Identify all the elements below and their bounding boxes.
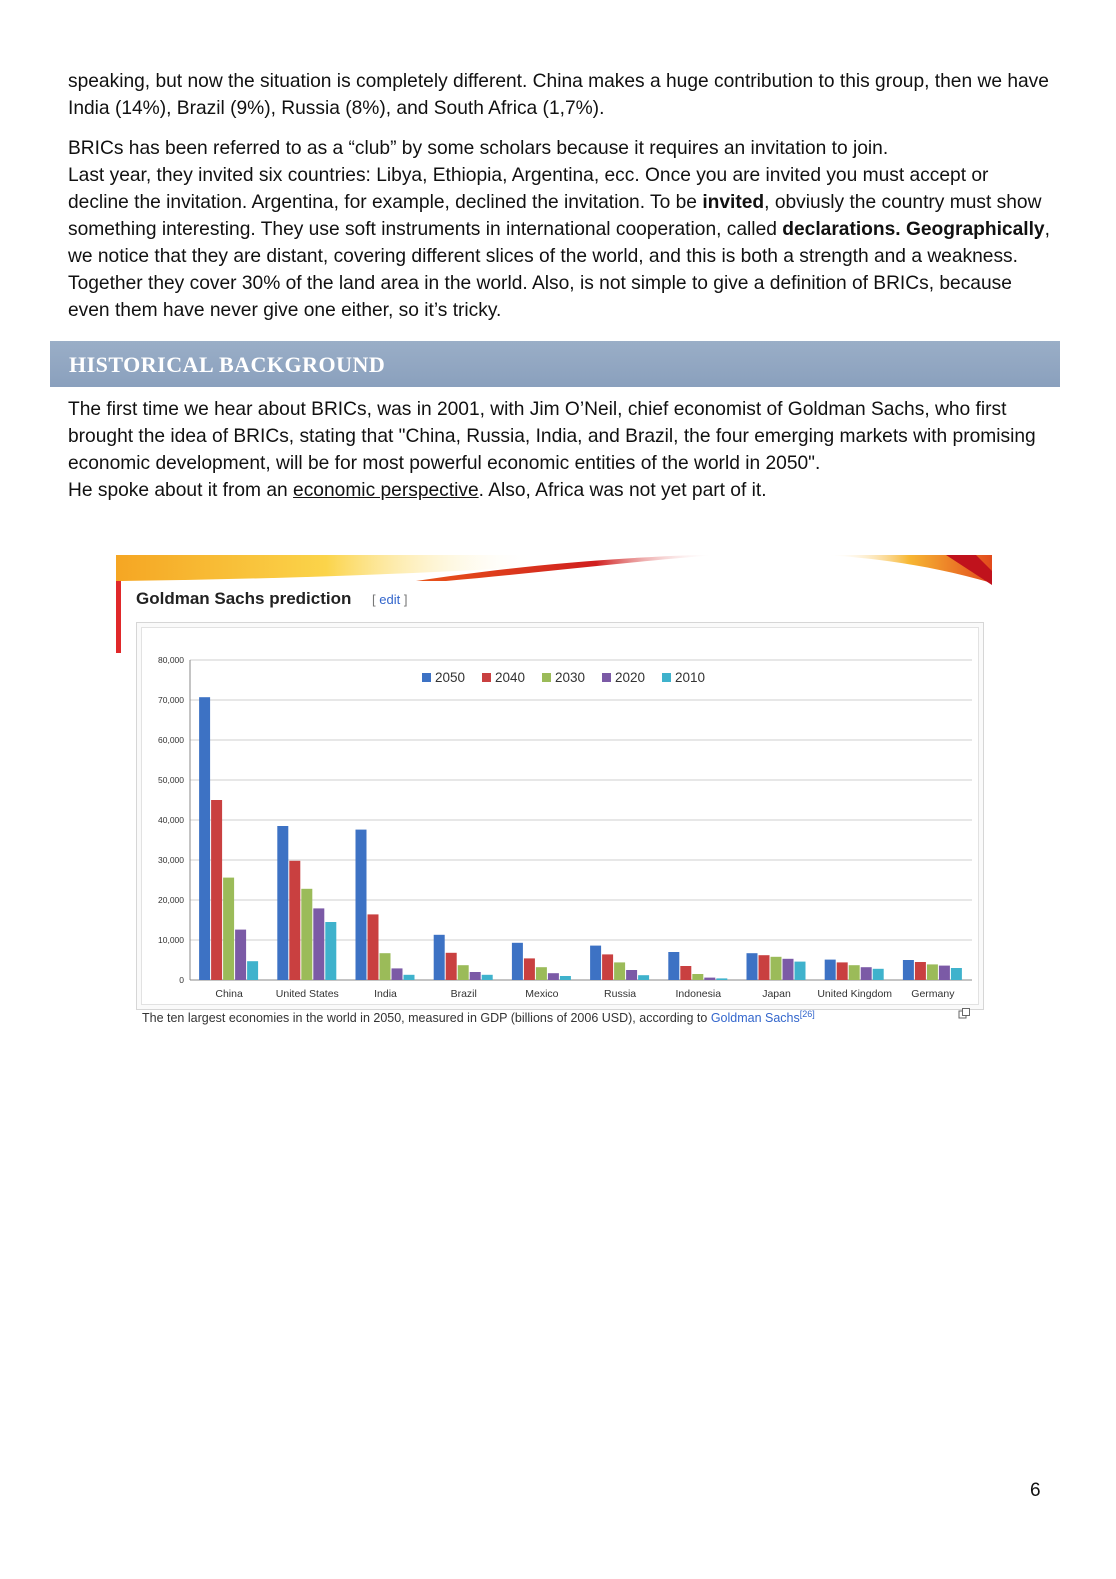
- legend-label-2010: 2010: [675, 670, 706, 685]
- bar-2040-russia: [602, 954, 613, 980]
- bar-2040-brazil: [446, 953, 457, 980]
- bar-2020-japan: [783, 959, 794, 980]
- paragraph-text: The first time we hear about BRICs, was in 2001, with Jim O’Neil, chief economist of Goldman Sachs, who first brought the idea of BRICs, stating that "China, Russia, India, and Brazil, the four emerging markets with promising economic development, will be for most powerful economic entities of the world in 2050".: [68, 399, 1036, 474]
- y-tick-label: 10,000: [158, 935, 184, 945]
- y-tick-label: 50,000: [158, 775, 184, 785]
- legend-label-2020: 2020: [615, 670, 646, 685]
- legend-swatch-2010: [662, 673, 671, 682]
- bar-2030-united-kingdom: [849, 965, 860, 980]
- bar-2010-mexico: [560, 976, 571, 980]
- legend-label-2030: 2030: [555, 670, 586, 685]
- bar-2040-united-kingdom: [837, 962, 848, 980]
- figure-title: Goldman Sachs prediction: [136, 589, 352, 608]
- y-tick-label: 40,000: [158, 815, 184, 825]
- x-tick-label: United States: [275, 988, 339, 1000]
- bar-2030-china: [223, 878, 234, 980]
- edit-bracket: [: [372, 592, 376, 607]
- bar-2010-united-kingdom: [873, 969, 884, 980]
- bar-2010-japan: [795, 962, 806, 980]
- bar-2020-india: [392, 968, 403, 980]
- bar-2040-mexico: [524, 958, 535, 980]
- y-tick-label: 30,000: [158, 855, 184, 865]
- bar-2040-indonesia: [680, 966, 691, 980]
- bar-2020-mexico: [548, 973, 559, 980]
- bar-2020-germany: [939, 966, 950, 980]
- caption-link[interactable]: Goldman Sachs: [710, 1011, 800, 1026]
- bar-2050-india: [356, 830, 367, 980]
- legend-swatch-2050: [422, 673, 431, 682]
- caption-reference[interactable]: [26]: [799, 1009, 815, 1019]
- bar-2030-india: [380, 953, 391, 980]
- bar-2030-russia: [614, 962, 625, 980]
- x-tick-label: Japan: [762, 988, 791, 1000]
- bold-text: invited: [702, 192, 765, 213]
- chart-figure: [116, 555, 992, 1033]
- y-tick-label: 70,000: [158, 695, 184, 705]
- bar-2040-india: [368, 914, 379, 980]
- bar-2020-indonesia: [704, 978, 715, 980]
- paragraph-intro: [68, 68, 1053, 122]
- legend-label-2050: 2050: [435, 670, 466, 685]
- x-tick-label: India: [374, 988, 397, 1000]
- bold-text: declarations. Geographically: [782, 219, 1045, 240]
- bar-2030-japan: [771, 957, 782, 980]
- paragraph-text: BRICs has been referred to as a “club” by some scholars because it requires an invitation to join.: [68, 138, 889, 159]
- bar-2030-indonesia: [692, 974, 703, 980]
- underlined-text: economic perspective: [293, 480, 479, 501]
- bar-2010-brazil: [482, 975, 493, 980]
- bar-2050-germany: [903, 960, 914, 980]
- bar-2040-japan: [759, 955, 770, 980]
- x-tick-label: Indonesia: [675, 988, 722, 1000]
- bar-2040-united-states: [289, 861, 300, 980]
- y-tick-label: 20,000: [158, 895, 184, 905]
- y-tick-label: 0: [179, 975, 184, 985]
- y-tick-label: 60,000: [158, 735, 184, 745]
- x-tick-label: Brazil: [450, 988, 477, 1000]
- page-number: 6: [1030, 1480, 1041, 1501]
- bar-2030-brazil: [458, 965, 469, 980]
- legend-swatch-2030: [542, 673, 551, 682]
- bar-2020-russia: [626, 970, 637, 980]
- bar-2050-russia: [590, 946, 601, 980]
- legend-swatch-2020: [602, 673, 611, 682]
- x-tick-label: China: [215, 988, 243, 1000]
- legend-label-2040: 2040: [495, 670, 526, 685]
- paragraph-text: . Also, Africa was not yet part of it.: [478, 480, 767, 501]
- bar-2040-china: [211, 800, 222, 980]
- bar-2050-china: [199, 697, 210, 980]
- edit-link[interactable]: [372, 592, 407, 607]
- section-header-bar: [50, 341, 1060, 387]
- bar-2010-india: [404, 975, 415, 980]
- bar-2050-indonesia: [668, 952, 679, 980]
- edit-label: edit: [379, 592, 401, 607]
- edit-bracket: ]: [403, 592, 408, 607]
- bar-2010-indonesia: [716, 978, 727, 980]
- x-tick-label: Germany: [911, 988, 955, 1000]
- y-tick-label: 80,000: [158, 655, 184, 665]
- bar-2050-mexico: [512, 943, 523, 980]
- x-tick-label: United Kingdom: [817, 988, 893, 1000]
- bar-2040-germany: [915, 962, 926, 980]
- bar-2010-united-states: [325, 922, 336, 980]
- paragraph-text: Last year, they invited six countries: Libya, Ethiopia, Argentina, ecc. Once you are invited you must accept or decline the invitation. Argentina, for example, declined the invitation. To be: [68, 165, 989, 213]
- paragraph-history: [68, 396, 1053, 504]
- paragraph-text: speaking, but now the situation is completely different. China makes a huge contribution to this group, then we have India (14%), Brazil (9%), Russia (8%), and South Africa (1,7%).: [68, 71, 1049, 119]
- x-tick-label: Russia: [604, 988, 637, 1000]
- bar-2030-united-states: [301, 889, 312, 980]
- bar-2010-china: [247, 961, 258, 980]
- paragraph-text: He spoke about it from an: [68, 480, 294, 501]
- bar-2050-united-kingdom: [825, 960, 836, 980]
- gdp-bar-chart: [142, 628, 978, 1004]
- paragraph-text: , we notice that they are distant, covering different slices of the world, and this is both a strength and a weakness. Together they cover 30% of the land area in the world. Also, is not simple to give a definition of BRICs, because even them have never give one either, so it’s tricky.: [68, 219, 1050, 321]
- chart-frame: [136, 622, 984, 1010]
- section-title: HISTORICAL BACKGROUND: [69, 352, 386, 377]
- caption-text: The ten largest economies in the world in 2050, measured in GDP (billions of 2006 USD), according to: [142, 1011, 711, 1026]
- paragraph-bric-club: [68, 135, 1053, 324]
- bar-2020-brazil: [470, 972, 481, 980]
- paragraph-text: , obviusly the country must show something interesting. They use soft instruments in international cooperation, called: [68, 192, 1042, 240]
- bar-2050-brazil: [434, 935, 445, 980]
- bar-2030-germany: [927, 964, 938, 980]
- bar-2020-united-states: [313, 908, 324, 980]
- bar-2010-russia: [638, 975, 649, 980]
- bar-2010-germany: [951, 968, 962, 980]
- bar-2020-united-kingdom: [861, 967, 872, 980]
- bar-2020-china: [235, 930, 246, 980]
- bar-2050-united-states: [277, 826, 288, 980]
- legend-swatch-2040: [482, 673, 491, 682]
- expand-icon[interactable]: [958, 1007, 971, 1020]
- chart-area: [141, 627, 979, 1005]
- bar-2050-japan: [747, 953, 758, 980]
- bar-2030-mexico: [536, 967, 547, 980]
- x-tick-label: Mexico: [525, 988, 559, 1000]
- figure-caption: [142, 1009, 815, 1025]
